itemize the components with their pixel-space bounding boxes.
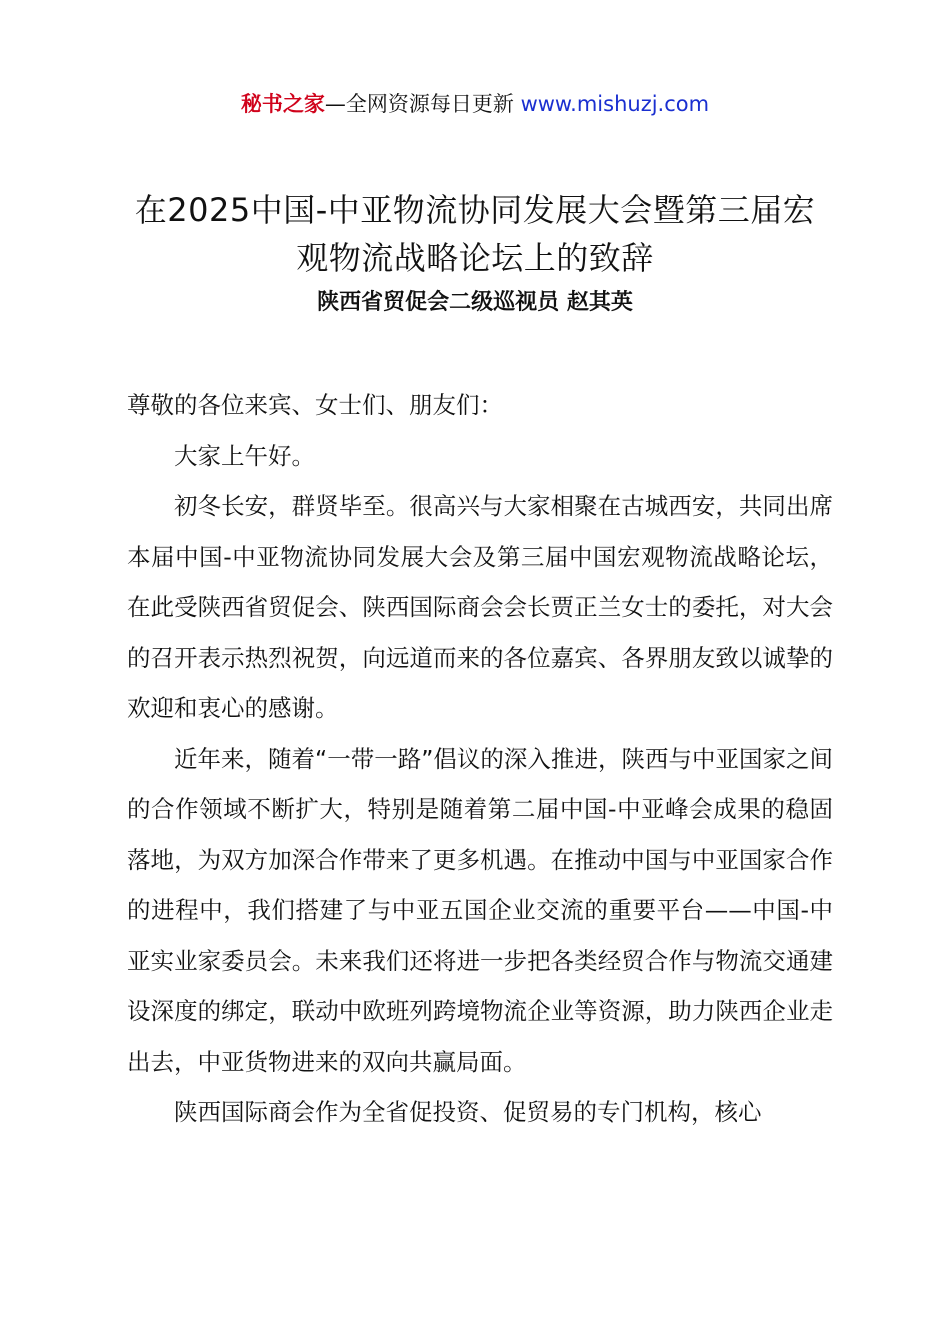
site-header bbox=[0, 88, 950, 120]
site-url-link[interactable]: www.mishuzj.com bbox=[520, 92, 710, 116]
paragraph: 近年来，随着“一带一路”倡议的深入推进，陕西与中亚国家之间的合作领域不断扩大，特别是随着第二届中国-中亚峰会成果的稳固落地，为双方加深合作带来了更多机遇。在推动中国与中亚国家合作的进程中，我们搭建了与中亚五国企业交流的重要平台——中国-中亚实业家委员会。未来我们还将进一步把各类经贸合作与物流交通建设深度的绑定，联动中欧班列跨境物流企业等资源，助力陕西企业走出去，中亚货物进来的双向共赢局面。 bbox=[127, 744, 833, 1076]
site-brand: 秘书之家 bbox=[240, 92, 325, 116]
site-tagline: —全网资源每日更新 bbox=[324, 92, 521, 116]
salutation: 尊敬的各位来宾、女士们、朋友们： bbox=[127, 391, 503, 419]
paragraph: 初冬长安，群贤毕至。很高兴与大家相聚在古城西安，共同出席本届中国-中亚物流协同发展大会及第三届中国宏观物流战略论坛，在此受陕西省贸促会、陕西国际商会会长贾正兰女士的委托，对大会的召开表示热烈祝贺，向远道而来的各位嘉宾、各界朋友致以诚挚的欢迎和衷心的感谢。 bbox=[127, 492, 833, 722]
document-author: 陕西省贸促会二级巡视员 赵其英 bbox=[317, 290, 633, 315]
document-body bbox=[127, 380, 833, 1138]
document-title: 在2025中国-中亚物流协同发展大会暨第三届宏观物流战略论坛上的致辞 bbox=[134, 191, 816, 277]
paragraph: 陕西国际商会作为全省促投资、促贸易的专门机构，核心 bbox=[174, 1098, 762, 1126]
paragraph: 大家上午好。 bbox=[174, 441, 315, 470]
